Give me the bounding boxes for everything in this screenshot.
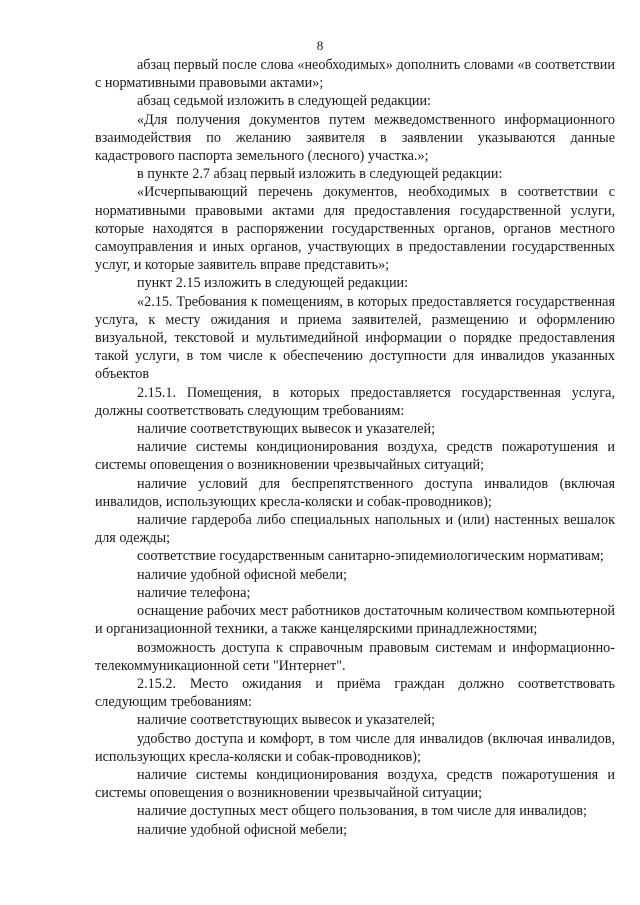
paragraph: наличие соответствующих вывесок и указателей;	[137, 421, 436, 438]
paragraph: «2.15. Требования к помещениям, в которых предоставляется государственная услуга, к месту ожидания и приема заявителей, размещению и оформлению визуальной, текстовой и мультимедийной информации о порядке предоставления такой услуги, в том числе к обеспечению доступности для инвалидов указанных объектов	[95, 293, 615, 383]
paragraph: пункт 2.15 изложить в следующей редакции:	[137, 275, 409, 292]
paragraph: наличие гардероба либо специальных напольных и (или) настенных вешалок для одежды;	[95, 512, 615, 547]
paragraph: 2.15.2. Место ожидания и приёма граждан должно соответствовать следующим требованиям:	[95, 675, 615, 711]
paragraph: наличие системы кондиционирования воздуха, средств пожаротушения и системы оповещения о возникновении чрезвычайных ситуаций;	[95, 439, 615, 474]
paragraph: абзац первый после слова «необходимых» дополнить словами «в соответствии с нормативными правовыми актами»;	[95, 57, 615, 92]
paragraph: соответствие государственным санитарно-эпидемиологическим нормативам;	[137, 548, 604, 565]
paragraph: «Исчерпывающий перечень документов, необходимых в соответствии с нормативными правовыми актами для предоставления государственной услуги, которые находятся в распоряжении государственных органов, органов местного самоуправления и иных органов, участвующих в предоставлении государственных услуг, и которые заявитель вправе представить»;	[95, 184, 615, 274]
paragraph: оснащение рабочих мест работников достаточным количеством компьютерной и организационной техники, а также канцелярскими принадлежностями;	[95, 603, 615, 638]
paragraph: наличие условий для беспрепятственного доступа инвалидов (включая инвалидов, использующих кресла-коляски и собак-проводников);	[95, 475, 615, 510]
paragraph: «Для получения документов путем межведомственного информационного взаимодействия по желанию заявителя в заявлении указываются данные кадастрового паспорта земельного (лесного) участка.»;	[95, 111, 615, 165]
page-number: 8	[316, 38, 324, 53]
paragraph: наличие удобной офисной мебели;	[137, 821, 348, 838]
document-body	[95, 56, 615, 839]
paragraph: наличие системы кондиционирования воздуха, средств пожаротушения и системы оповещения о возникновении чрезвычайной ситуации;	[95, 766, 615, 802]
paragraph: удобство доступа и комфорт, в том числе для инвалидов (включая инвалидов, использующих кресла-коляски и собак-проводников);	[95, 730, 615, 765]
paragraph: абзац седьмой изложить в следующей редакции:	[137, 93, 432, 110]
paragraph: наличие телефона;	[137, 584, 251, 601]
paragraph: возможность доступа к справочным правовым системам и информационно-телекоммуникационной сети "Интернет".	[95, 639, 615, 674]
paragraph: наличие удобной офисной мебели;	[137, 566, 348, 583]
paragraph: наличие соответствующих вывесок и указателей;	[137, 712, 436, 729]
paragraph: 2.15.1. Помещения, в которых предоставляется государственная услуга, должны соответствовать следующим требованиям:	[95, 384, 615, 419]
paragraph: в пункте 2.7 абзац первый изложить в следующей редакции:	[137, 166, 503, 183]
paragraph: наличие доступных мест общего пользования, в том числе для инвалидов;	[137, 803, 587, 820]
